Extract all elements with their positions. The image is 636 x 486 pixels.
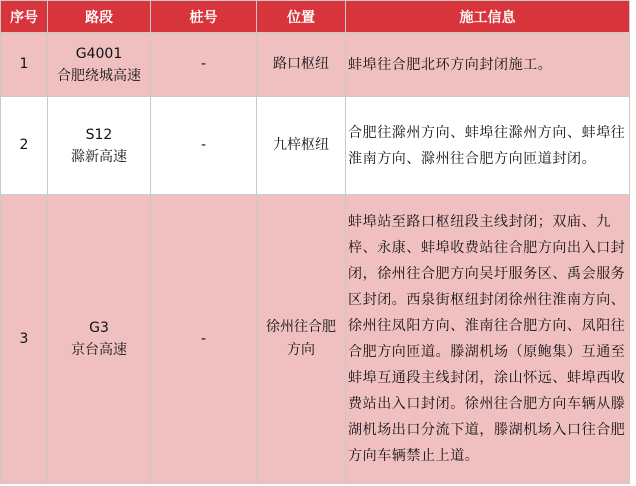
row-index: 1 [1, 33, 48, 97]
table-row [1, 33, 630, 97]
table-row [1, 97, 630, 195]
header-info: 施工信息 [346, 1, 630, 33]
road-code: G3 [89, 320, 109, 336]
row-location [257, 195, 346, 484]
road-name: 京台高速 [71, 342, 127, 358]
location-line: 九梓枢纽 [273, 137, 329, 153]
row-road [48, 195, 151, 484]
location-line: 徐州往合肥 [266, 319, 336, 335]
header-stake: 桩号 [151, 1, 257, 33]
row-road [48, 33, 151, 97]
row-location [257, 33, 346, 97]
row-road [48, 97, 151, 195]
row-stake: - [151, 195, 257, 484]
table-row [1, 195, 630, 484]
header-index: 序号 [1, 1, 48, 33]
location-line: 路口枢纽 [273, 56, 329, 72]
row-stake: - [151, 97, 257, 195]
road-name: 合肥绕城高速 [57, 67, 141, 84]
header-location: 位置 [257, 1, 346, 33]
row-index: 2 [1, 97, 48, 195]
row-info: 合肥往滁州方向、蚌埠往滁州方向、蚌埠往淮南方向、滁州往合肥方向匝道封闭。 [346, 97, 630, 195]
location-line: 方向 [287, 342, 315, 358]
header-road: 路段 [48, 1, 151, 33]
road-code: G4001 [75, 45, 123, 62]
row-index: 3 [1, 195, 48, 484]
table-header-row [1, 1, 630, 33]
row-stake: - [151, 33, 257, 97]
road-code: S12 [85, 126, 113, 143]
row-location [257, 97, 346, 195]
row-info: 蚌埠站至路口枢纽段主线封闭；双庙、九梓、永康、蚌埠收费站往合肥方向出入口封闭，徐州往合肥方向吴圩服务区、禹会服务区封闭。西泉街枢纽封闭徐州往淮南方向、徐州往凤阳方向、淮南往合肥方向、凤阳往合肥方向匝道。滕湖机场（原鲍集）互通至蚌埠互通段主线封闭，涂山怀远、蚌埠西收费站出入口封闭。徐州往合肥方向车辆从滕湖机场出口分流下道，滕湖机场入口往合肥方向车辆禁止上道。 [346, 195, 630, 484]
road-name: 滁新高速 [71, 148, 127, 165]
row-info: 蚌埠往合肥北环方向封闭施工。 [346, 33, 630, 97]
